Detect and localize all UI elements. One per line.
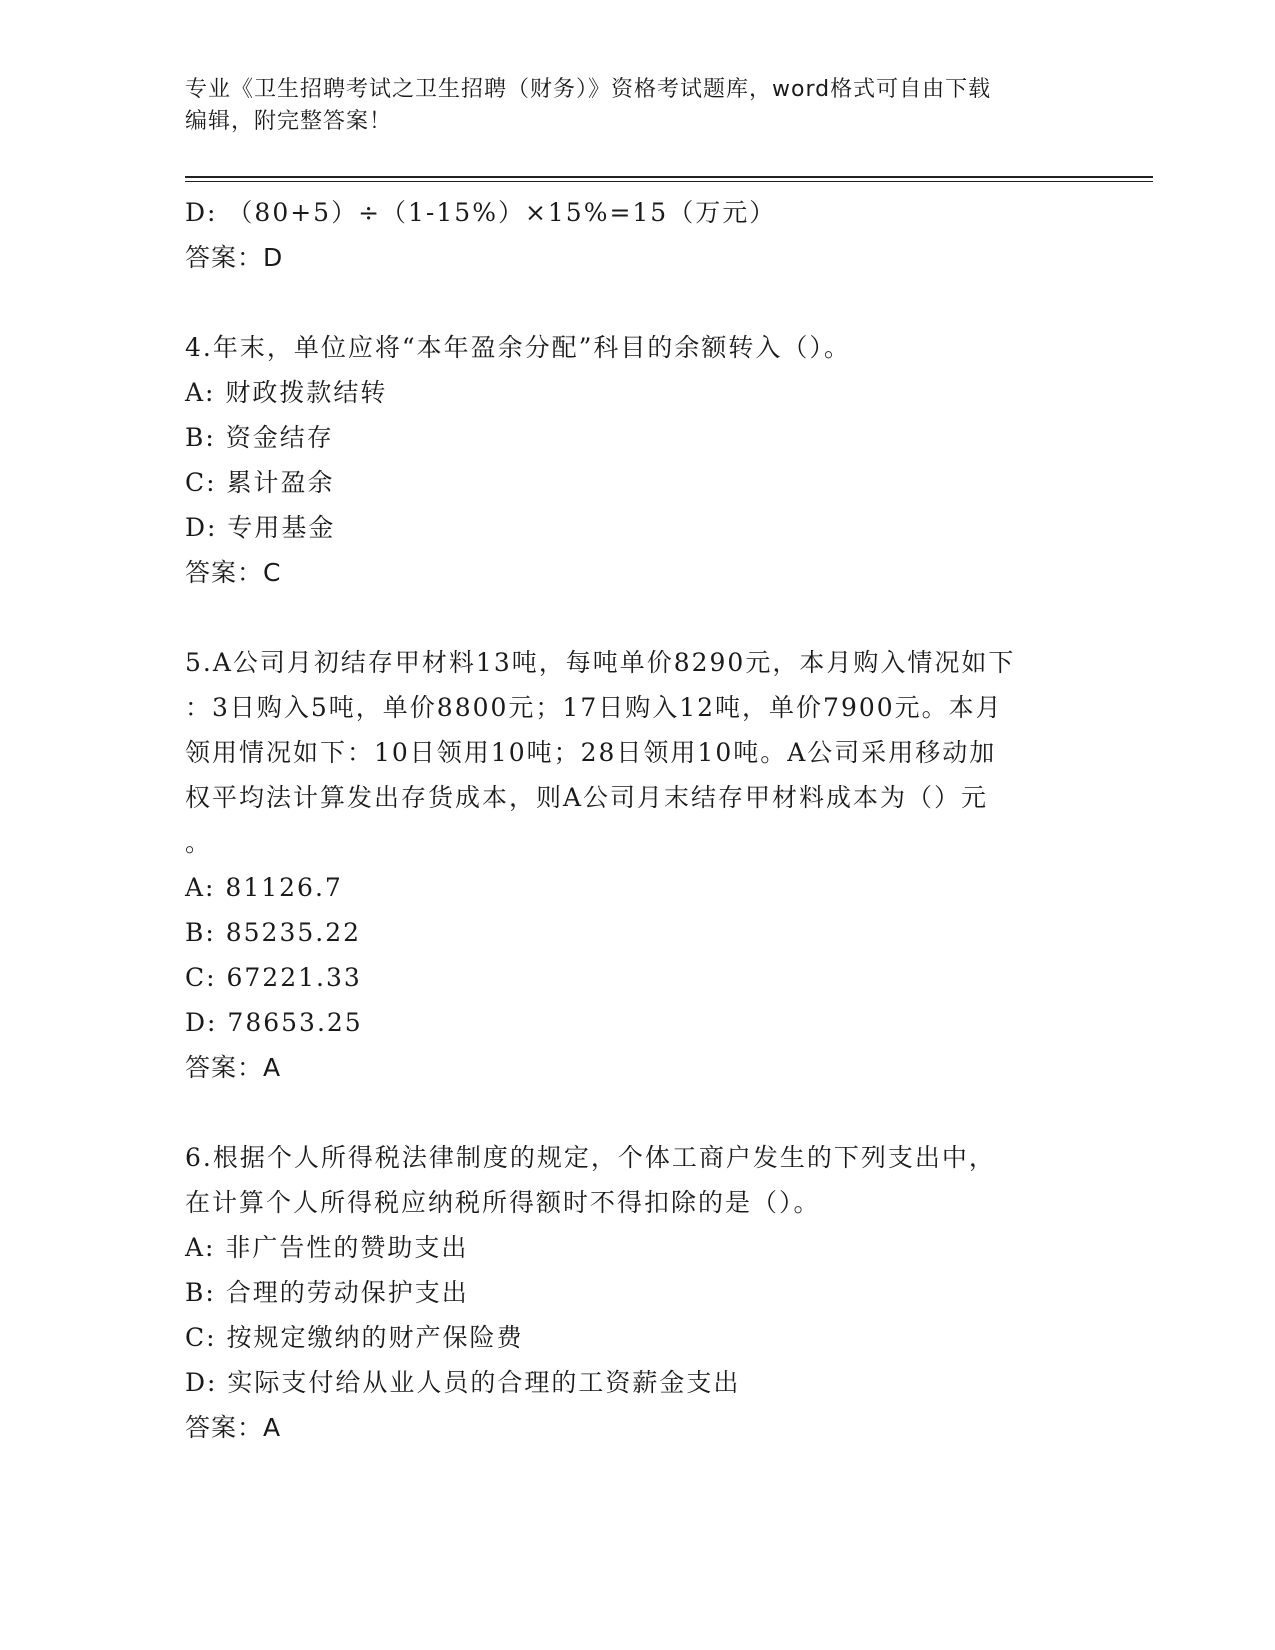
header-line-2: 编辑，附完整答案！ [185,109,393,134]
q5-option-c: C: 67221.33 [185,963,362,992]
q4-option-a: A: 财政拨款结转 [185,378,388,407]
q6-option-b: B: 合理的劳动保护支出 [185,1278,469,1307]
spacer [185,1090,1085,1135]
q4-option-b: B: 资金结存 [185,423,334,452]
prev-answer: 答案：D [185,243,284,272]
header-rule-thin [185,181,1153,182]
q6-option-d: D: 实际支付给从业人员的合理的工资薪金支出 [185,1368,741,1397]
q5-stem [185,640,1065,865]
q5-stem-line: 5.A公司月初结存甲材料13吨，每吨单价8290元，本月购入情况如下 [185,648,1016,677]
q5-answer: 答案：A [185,1053,282,1082]
spacer [185,595,1085,640]
q5-stem-line: 领用情况如下：10日领用10吨；28日领用10吨。A公司采用移动加 [185,738,997,767]
question-content [185,190,1085,1450]
q6-option-c: C: 按规定缴纳的财产保险费 [185,1323,524,1352]
header-line-1: 专业《卫生招聘考试之卫生招聘（财务）》资格考试题库，word格式可自由下载 [185,77,992,102]
q4-answer: 答案：C [185,558,282,587]
q6-stem [185,1135,1065,1225]
q6-answer: 答案：A [185,1413,282,1442]
q6-stem-line: 在计算个人所得税应纳税所得额时不得扣除的是（）。 [185,1188,821,1217]
spacer [185,280,1085,325]
prev-option-d: D: （80+5）÷（1-15%）×15%=15（万元） [185,198,777,227]
q4-option-c: C: 累计盈余 [185,468,335,497]
q5-stem-line: ：3日购入5吨，单价8800元；17日购入12吨，单价7900元。本月 [185,693,1003,722]
q5-stem-line: 权平均法计算发出存货成本，则A公司月末结存甲材料成本为（）元 [185,783,989,812]
q5-option-a: A: 81126.7 [185,873,343,902]
q5-stem-line: 。 [185,828,213,857]
header-rule-thick [185,176,1153,178]
q6-stem-line: 6.根据个人所得税法律制度的规定，个体工商户发生的下列支出中， [185,1143,996,1172]
document-header [185,74,1065,138]
q5-option-d: D: 78653.25 [185,1008,363,1037]
q6-option-a: A: 非广告性的赞助支出 [185,1233,469,1262]
q4-stem: 4.年末，单位应将“本年盈余分配”科目的余额转入（）。 [185,333,851,362]
q4-option-d: D: 专用基金 [185,513,336,542]
q5-option-b: B: 85235.22 [185,918,362,947]
